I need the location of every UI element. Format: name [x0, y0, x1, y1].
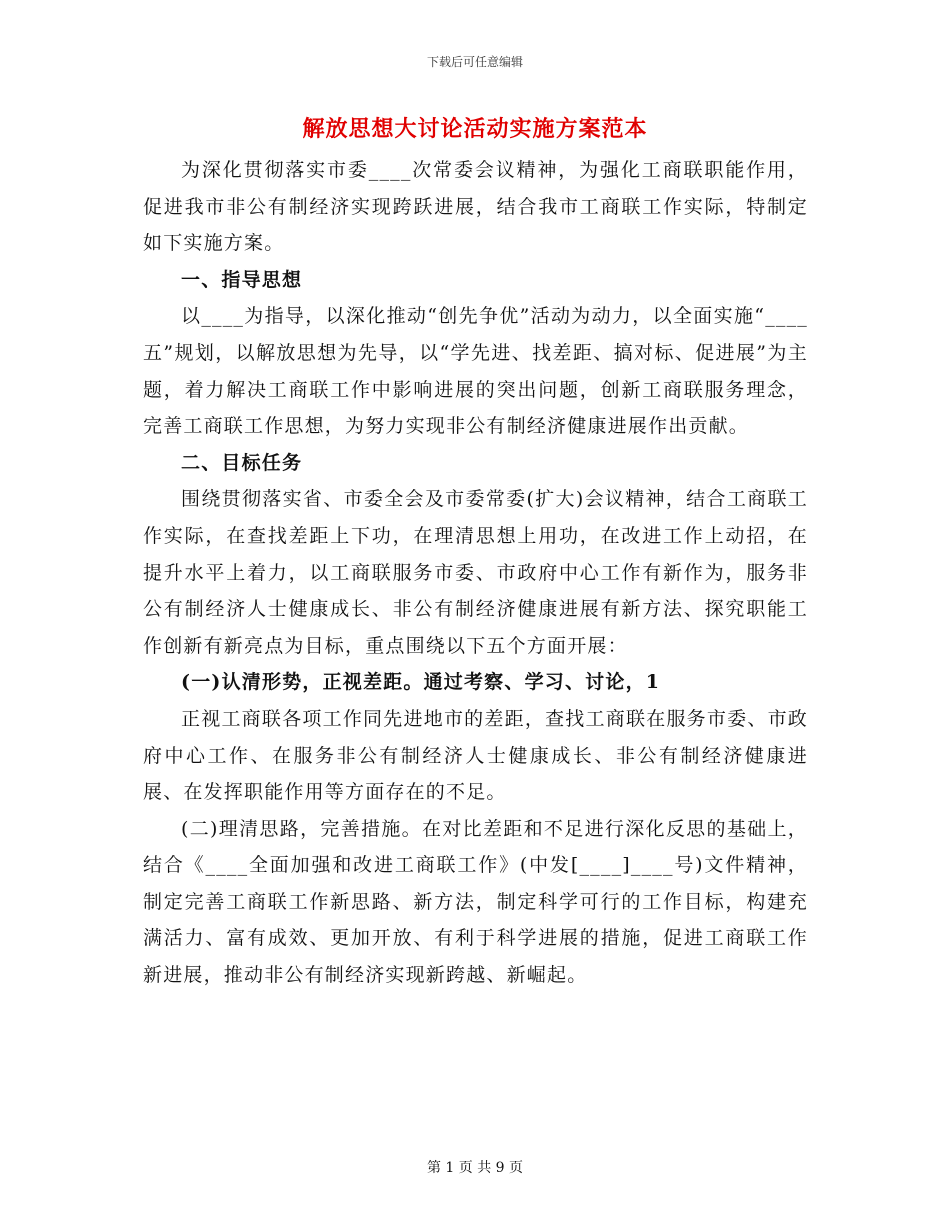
- section-heading-objectives: 二、目标任务: [181, 451, 303, 474]
- subsection-1-paragraph: 正视工商联各项工作同先进地市的差距，查找工商联在服务市委、市政府中心工作、在服务非公有制经济人士健康成长、非公有制经济健康进展、在发挥职能作用等方面存在的不足。: [143, 707, 808, 804]
- guiding-thought-paragraph: 以____为指导，以深化推动“创先争优”活动为动力，以全面实施“____五”规划，以解放思想为先导，以“学先进、找差距、搞对标、促进展”为主题，着力解决工商联工作中影响进展的突出问题，创新工商联服务理念，完善工商联工作思想，为努力实现非公有制经济健康进展作出贡献。: [143, 305, 808, 438]
- document-title: 解放思想大讨论活动实施方案范本: [302, 116, 648, 142]
- objectives-paragraph: 围绕贯彻落实省、市委全会及市委常委(扩大)会议精神，结合工商联工作实际，在查找差距上下功，在理清思想上用功，在改进工作上动招，在提升水平上着力，以工商联服务市委、市政府中心工作有新作为，服务非公有制经济人士健康成长、非公有制经济健康进展有新方法、探究职能工作创新有新亮点为目标，重点围绕以下五个方面开展：: [143, 488, 808, 657]
- header-note: 下载后可任意编辑: [426, 55, 523, 69]
- subsection-2-paragraph: (二)理清思路，完善措施。在对比差距和不足进行深化反思的基础上，结合《____全面加强和改进工商联工作》(中发[____]____号)文件精神，制定完善工商联工作新思路、新方法，制定科学可行的工作目标，构建充满活力、富有成效、更加开放、有利于科学进展的措施，促进工商联工作新进展，推动非公有制经济实现新跨越、新崛起。: [143, 817, 808, 987]
- subsection-heading-1: (一)认清形势，正视差距。通过考察、学习、讨论，1: [181, 671, 661, 694]
- document-body: [143, 152, 808, 994]
- page-number: 第 1 页 共 9 页: [426, 1160, 524, 1176]
- intro-paragraph: 为深化贯彻落实市委____次常委会议精神，为强化工商联职能作用，促进我市非公有制经济实现跨跃进展，结合我市工商联工作实际，特制定如下实施方案。: [143, 159, 808, 255]
- section-heading-guiding-thought: 一、指导思想: [181, 268, 303, 291]
